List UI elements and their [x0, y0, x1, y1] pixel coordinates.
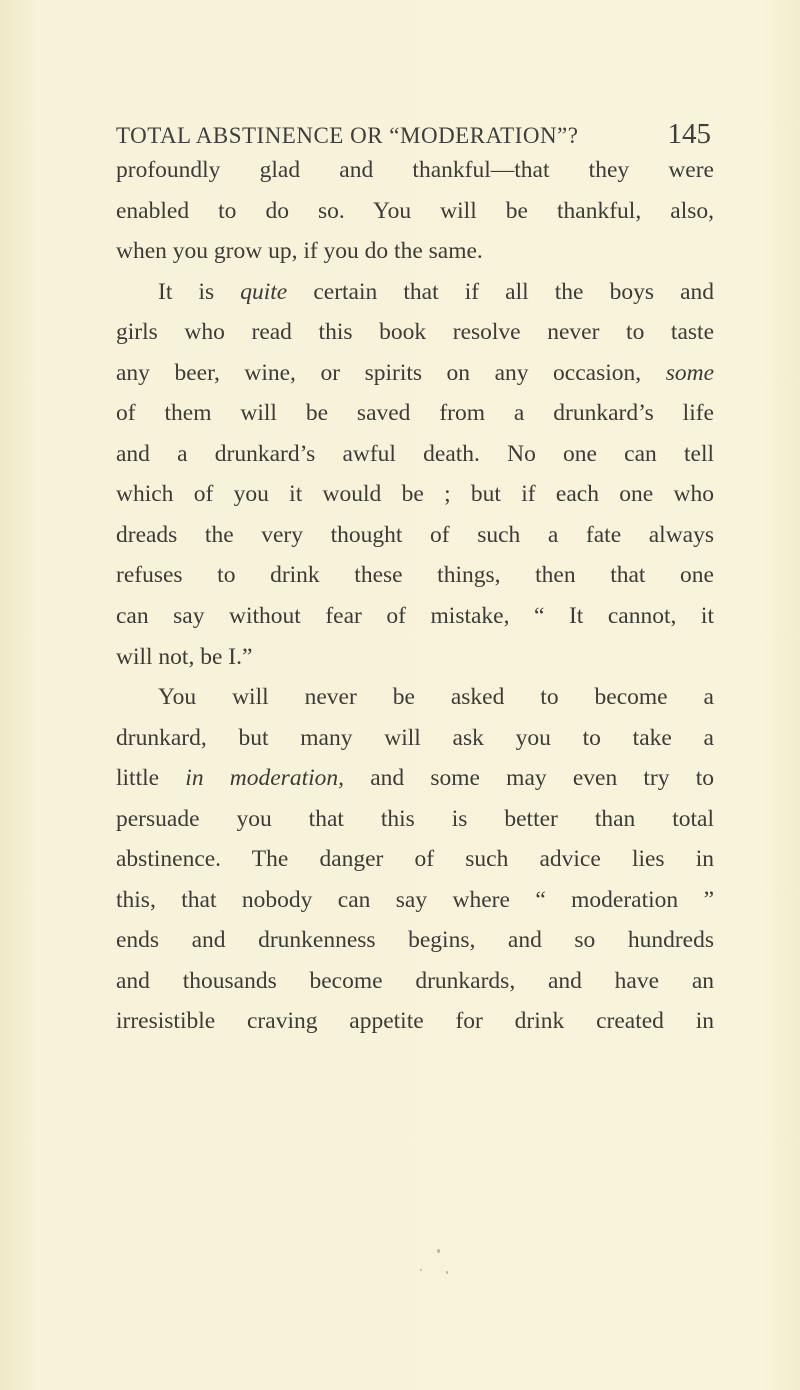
italic-text: some: [665, 359, 714, 386]
text-line: [116, 434, 714, 475]
line-text: irresistible craving appetite for drink created in: [116, 1008, 714, 1035]
line-text: You will never be asked to become a: [158, 684, 714, 711]
text-line: [116, 474, 714, 515]
text-line: [116, 677, 714, 718]
text-line: [116, 353, 714, 394]
line-text: and some may even try to: [344, 765, 714, 792]
text-line: [116, 515, 714, 556]
text-line: [116, 1001, 714, 1042]
line-text: girls who read this book resolve never to taste: [116, 319, 714, 346]
line-text: ends and drunkenness begins, and so hundreds: [116, 927, 714, 954]
page-number: 145: [667, 118, 711, 150]
text-line: [116, 799, 714, 840]
paper-speck: [437, 1249, 440, 1253]
line-text: abstinence. The danger of such advice lies in: [116, 846, 714, 873]
text-line: [116, 555, 714, 596]
line-text: of them will be saved from a drunkard’s life: [116, 400, 714, 427]
text-line: [116, 191, 714, 232]
text-line: [116, 637, 714, 678]
line-text: will not, be I.”: [116, 643, 253, 670]
text-line: [116, 961, 714, 1002]
text-line: [116, 880, 714, 921]
text-line: [116, 272, 714, 313]
text-line: [116, 150, 714, 191]
line-text: It is: [158, 278, 241, 305]
text-line: [116, 718, 714, 759]
line-text: certain that if all the boys and: [287, 278, 714, 305]
line-text: dreads the very thought of such a fate always: [116, 521, 714, 548]
line-text: and thousands become drunkards, and have an: [116, 967, 714, 994]
paper-speck: [446, 1271, 448, 1274]
body-text: [116, 150, 714, 1042]
line-text: and a drunkard’s awful death. No one can tell: [116, 440, 714, 467]
line-text: this, that nobody can say where “ moderation ”: [116, 886, 714, 913]
line-text: drunkard, but many will ask you to take a: [116, 724, 714, 751]
text-line: [116, 596, 714, 637]
line-text: refuses to drink these things, then that one: [116, 562, 714, 589]
italic-text: quite: [240, 278, 288, 305]
text-line: [116, 839, 714, 880]
text-line: [116, 758, 714, 799]
line-text: enabled to do so. You will be thankful, also,: [116, 197, 714, 224]
text-line: [116, 312, 714, 353]
line-text: little: [116, 765, 186, 792]
text-line: [116, 231, 714, 272]
line-text: which of you it would be ; but if each one who: [116, 481, 714, 508]
italic-text: in moderation,: [185, 765, 345, 792]
line-text: profoundly glad and thankful—that they were: [116, 157, 714, 183]
line-text: when you grow up, if you do the same.: [116, 238, 483, 265]
paper-speck: [420, 1269, 422, 1271]
line-text: can say without fear of mistake, “ It cannot, it: [116, 603, 714, 630]
line-text: persuade you that this is better than total: [116, 805, 714, 832]
running-head: [116, 118, 711, 154]
line-text: any beer, wine, or spirits on any occasion,: [116, 359, 666, 386]
chapter-title: TOTAL ABSTINENCE OR “MODERATION”?: [116, 123, 579, 148]
text-line: [116, 920, 714, 961]
text-line: [116, 393, 714, 434]
